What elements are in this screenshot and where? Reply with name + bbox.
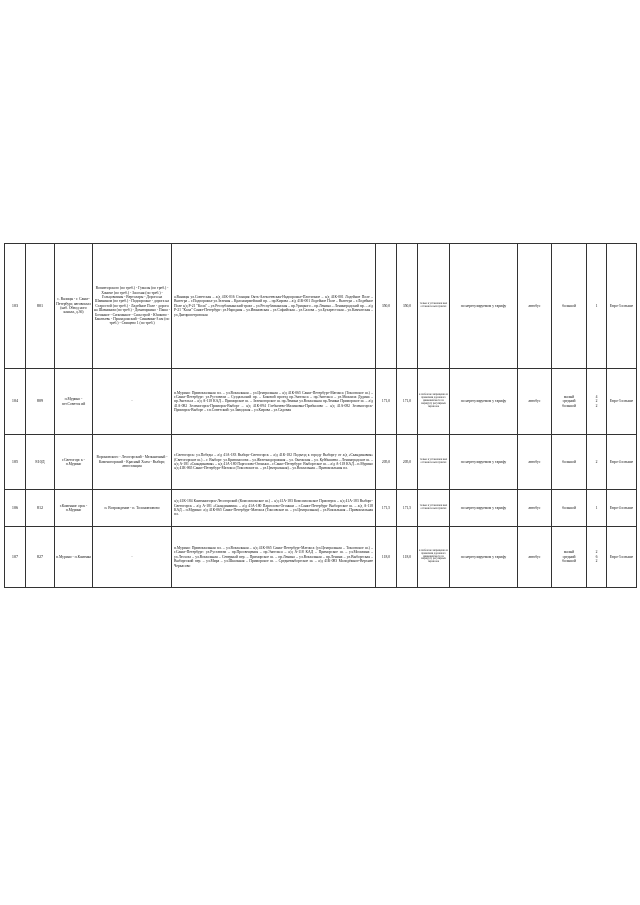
tariff-type: по нерегулируемом у тарифу [450, 527, 518, 588]
eco-class: Евро-4 и выше [607, 490, 637, 527]
eco-class: Евро-3 и выше [607, 527, 637, 588]
table-row [5, 527, 637, 588]
tariff-type: по нерегулируемом у тарифу [450, 369, 518, 435]
route-number: 801 [26, 244, 55, 369]
boarding-type: только в установлен ных остановоч ных пунктах [418, 490, 450, 527]
vehicle-class: большой [552, 244, 587, 369]
route-number: 809 [26, 369, 55, 435]
vehicle-class: малый средний большой [552, 527, 587, 588]
vehicle-count: 2 6 2 [587, 527, 607, 588]
tariff-type: по нерегулируемом у тарифу [450, 435, 518, 490]
distance-back: 350,0 [397, 244, 418, 369]
table-row [5, 435, 637, 490]
distance-forward: 171,0 [376, 369, 397, 435]
boarding-type: только в установлен ных остановоч ных пунктах [418, 435, 450, 490]
table-row [5, 369, 637, 435]
row-index: 107 [5, 527, 26, 588]
eco-class: Евро-3 и выше [607, 244, 637, 369]
distance-forward: 171,5 [376, 490, 397, 527]
distance-back: 171,0 [397, 369, 418, 435]
vehicle-count: 1 [587, 490, 607, 527]
boarding-type: в любом не запрещенно м правилами дорожного движения месте по маршруту регулярных перевозок [418, 527, 450, 588]
vehicle-type: автобус [518, 490, 552, 527]
vehicle-class: большой [552, 490, 587, 527]
intermediate-stops: п. Возрождение - п. Толоновзовово [93, 490, 172, 527]
route-path: а.Вяницы ул.Советская – а/д 41К-016 Станция Оять-Алексеевская-Надпорожье-Плотичное – а/д 41К-001 Лодейное Поле – Вытегра – г.Подпорожье ул.Зеленая – Красноармейский пр. – пр.Кирова – а/д 41К-001 Лодейное Поле – Вытегра – г.Лодейное Поле а/д Р-21 "Кола" – ул.Республиканский тракт – ул.Республиканская – пр.Урицкого – пр.Ленина – Ленинградский пр. – а/д Р-21 "Кола" Санкт-Петербург: ул.Народная – ул.Ивановская – ул.Софийская – ул.Салова – ул.Бухарестская – ул.Камчатская – ул.Днепропетровская [172, 244, 376, 369]
vehicle-count: 4 2 2 [587, 369, 607, 435]
vehicle-count: 1 [587, 244, 607, 369]
route-endpoints: с. Вялицы - г. Санкт-Петербург, автовокзал (наб. Обвод ного канала, д.36) [55, 244, 93, 369]
distance-back: 205,0 [397, 435, 418, 490]
row-index: 103 [5, 244, 26, 369]
vehicle-class: малый средний большой [552, 369, 587, 435]
routes-table [4, 243, 637, 588]
vehicle-class: большой [552, 435, 587, 490]
tariff-type: по нерегулируемом у тарифу [450, 490, 518, 527]
vehicle-count: 2 [587, 435, 607, 490]
route-path: п.Мурино: Привокзальная пл. – ул.Вокзальная – а/д 41К-065 Санкт-Петербург-Матокса (ул.Центральная – Токсовское ш.) – г.Санкт-Петербург: ул.Руставели – пр.Просвещения – пр.Энгельса – а/д А-118 КАД – Приморское ш. – ул.Москвина – ул.Лесхоза – ул.Вокзальная – Северный пер. – Приморское ш. – пр.Ленина – ул.Вокзальная – пр.Ленина – ул.Выборгская – Выборгский пер. – ул.Мира – ул.Школьная – Приморское ш. – Средневыборгское ш. – а/д 41К-083 Молодёжное-Верхнее Черкасово [172, 527, 376, 588]
boarding-type: только в установлен ных остановоч ных пунктах [418, 244, 450, 369]
route-path: г.Светогорск: ул.Победы – а/д 41А-183 Выборг-Светогорск – а/д 41К-182 Подъезд к городу Выборгу от а/д «Скандинавия» (Светогорское ш.) – г. Выборг: ул.Кривоносова – ул.Железнодорожная – ул. Онежская – ул. Куйбышева – Ленинградское ш. – а/д А-181 «Скандинавия» – а/д 41А-180 Парголово-Огоньки – г.Санкт-Петербург: Выборгское ш. – а/д А-118 КАД – п.Мурино а/д 41К-065 Санкт-Петербург-Матокса (Токсовское ш. – ул.Центральная) – ул.Вокзальная – Привокзальная пл. [172, 435, 376, 490]
route-path: п.Мурино: Привокзальная пл. – ул.Вокзальная – ул.Центральная – а/д 41К-065 Санкт-Петербург-Матокса (Токсовское ш.) – г.Санкт-Петербург: ул.Руставели – Суздальский пр. – Боковой проезд пр.Энгельса – пр.Энгельса – ул.Михаила Дудина – пр.Энгельса – а/д А-118 КАД – Приморское ш. – Зеленогорское ш. пр.Ленина ул.Вокзальная пр.Ленина Приморское ш. – а/д 41А-082 Зеленогорск-Приморск-Выборг – а/д 41К-094 Глебычево-Малиновка-Прибылово – а/д 41А-082 Зеленогорск-Приморск-Выборг – г.п.Советский: ул.Заводская – ул.Кирова – ул.Садовая [172, 369, 376, 435]
table-row [5, 244, 637, 369]
distance-back: 118,0 [397, 527, 418, 588]
vehicle-type: автобус [518, 369, 552, 435]
route-endpoints: г.Каменног орск - п.Мурино [55, 490, 93, 527]
intermediate-stops: - [93, 527, 172, 588]
intermediate-stops: - [93, 369, 172, 435]
vehicle-type: автобус [518, 527, 552, 588]
route-number: 810Д [26, 435, 55, 490]
eco-class: Евро-4 и выше [607, 435, 637, 490]
route-endpoints: п.Мурино - п.Каменка [55, 527, 93, 588]
row-index: 105 [5, 435, 26, 490]
row-index: 104 [5, 369, 26, 435]
vehicle-type: автобус [518, 435, 552, 490]
tariff-type: по нерегулируемом у тарифу [450, 244, 518, 369]
distance-forward: 350,0 [376, 244, 397, 369]
row-index: 106 [5, 490, 26, 527]
distance-back: 171,5 [397, 490, 418, 527]
vehicle-type: автобус [518, 244, 552, 369]
distance-forward: 118,0 [376, 527, 397, 588]
route-number: 827 [26, 527, 55, 588]
route-number: 812 [26, 490, 55, 527]
table-row [5, 490, 637, 527]
route-endpoints: п.Мурино - пгт.Советск ий [55, 369, 93, 435]
distance-forward: 205,0 [376, 435, 397, 490]
intermediate-stops: Вопиегорского (по треб.) - Гумалы (по треб.) - Хониче (по треб.) - Засохня (по треб.) - Гольцовмины - Вертолары - Дорога на Шавнином (по треб.) - Подпорожье - дорога на Старостой (по треб.) - Ладейное Поле - дорога на Шавнином (по треб.) - Доматиркино - Паша - Бочанкое - Сизьчанкое - Сясьстрой - Юшково - Бакатьевь - Приладожский - Синявино-3 км (по треб.) - Свищево 1 (по треб.) [93, 244, 172, 369]
eco-class: Евро-3 и выше [607, 369, 637, 435]
intermediate-stops: Вороновского - Лесогорский - Мельничный - Каменогорский - Красный Холм - Выборг, автостанция [93, 435, 172, 490]
route-path: а/д 41К-184 Каменногорск-Лесогорский (Комсомольское ш.) – а/д 41А-183 Комсомольское Приозерск – а/д 41А-183 Выборг-Светогорск – а/д А-181 «Скандинавия» – а/д 41А-180 Парголово-Огоньки – г.Санкт-Петербург Выборгское ш. – а/д А-118 КАД – п.Мурино: а/д 41К-065 Санкт-Петербург-Матокса (Токсовское ш. – ул.Центральная) – ул.Вокзальная – Привокзальная пл. [172, 490, 376, 527]
boarding-type: в любом не запрещенно м правилами дорожного движения месте по маршруту регулярных перевозок [418, 369, 450, 435]
route-endpoints: г.Светогорс к - п.Мурино [55, 435, 93, 490]
